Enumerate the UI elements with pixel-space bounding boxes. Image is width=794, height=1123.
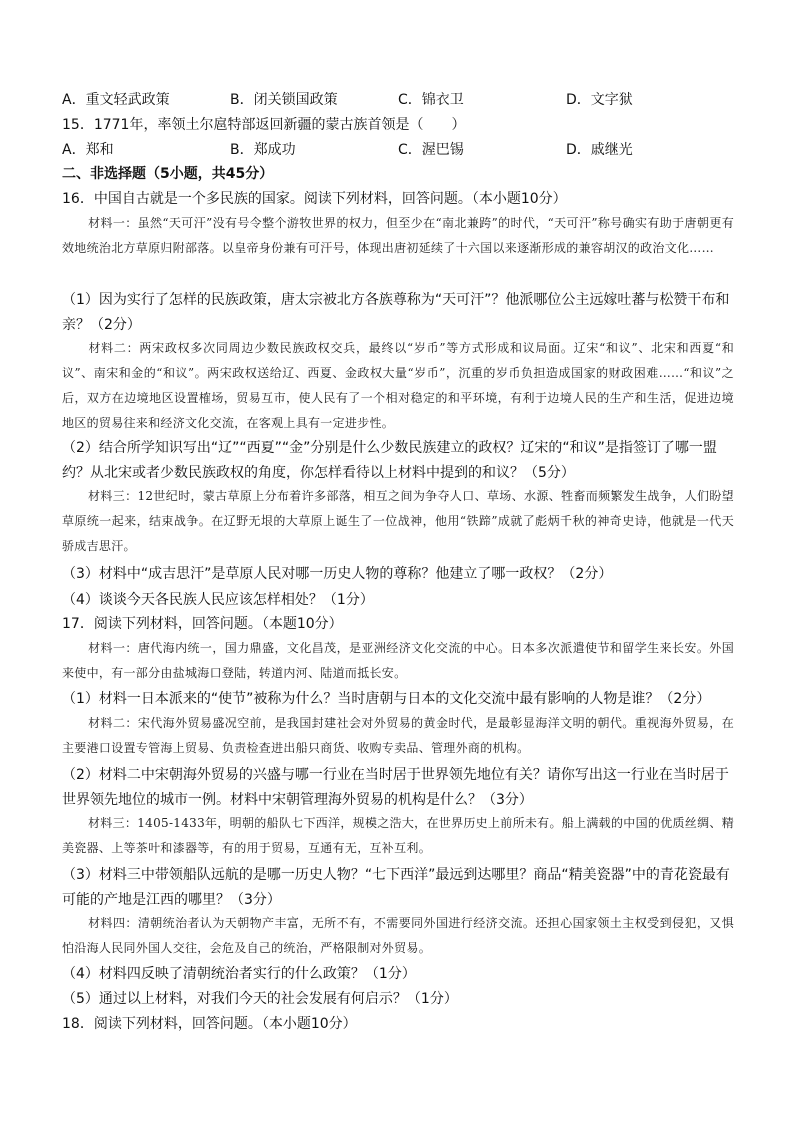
q17-material-3-text: 材料三：1405-1433年，明朝的船队七下西洋，规模之浩大，在世界历史上前所未有。船上满载的中国的优质丝绸、精美瓷器、上等茶叶和漆器等，有的用于贸易，互通有无，互补互利。 — [62, 816, 734, 855]
q14-option-a: A．重文轻武政策 — [62, 92, 170, 108]
q18-stem: 18．阅读下列材料，回答问题。（本小题10分） — [62, 1016, 357, 1032]
q16-subquestion-2: （2）结合所学知识写出“辽”“西夏”“金”分别是什么少数民族建立的政权？辽宋的“和议”是指签订了哪一盟约？从北宋或者少数民族政权的角度，你怎样看待以上材料中提到的和议？（5分） — [62, 440, 717, 481]
q15-stem: 15．1771年，率领土尔扈特部返回新疆的蒙古族首领是（ ） — [62, 117, 466, 133]
q16-material-3 — [62, 484, 734, 559]
q17-stem: 17．阅读下列材料，回答问题。（本题10分） — [62, 616, 343, 632]
q15-option-d: D．戚继光 — [566, 142, 633, 158]
section-heading: 二、非选择题（5小题，共45分） — [62, 166, 274, 182]
q16-material-1-text: 材料一：虽然“天可汗”没有号令整个游牧世界的权力，但至少在“南北兼跨”的时代，“天可汗”称号确实有助于唐朝更有效地统治北方草原归附部落。以皇帝身份兼有可汗号，体现出唐初延续了十六国以来逐渐形成的兼容胡汉的政治文化…… — [62, 216, 734, 255]
q17-subquestion-1: （1）材料一日本派来的“使节”被称为什么？当时唐朝与日本的文化交流中最有影响的人物是谁？（2分） — [62, 691, 711, 707]
q14-option-b: B．闭关锁国政策 — [230, 92, 338, 108]
q17-subquestion-2: （2）材料二中宋朝海外贸易的兴盛与哪一行业在当时居于世界领先地位有关？请你写出这一行业在当时居于世界领先地位的城市一例。材料中宋朝管理海外贸易的机构是什么？（3分） — [62, 767, 729, 808]
q14-option-d: D．文字狱 — [566, 92, 633, 108]
q15-option-b: B．郑成功 — [230, 142, 296, 158]
q14-option-c: C．锦衣卫 — [398, 92, 464, 108]
q15-option-a: A．郑和 — [62, 142, 114, 158]
q17-material-2 — [62, 711, 734, 761]
q17-material-4-text: 材料四：清朝统治者认为天朝物产丰富，无所不有，不需要同外国进行经济交流。还担心国家领土主权受到侵犯，又惧怕沿海人民同外国人交往，会危及自己的统治，严格限制对外贸易。 — [62, 916, 734, 955]
q17-subquestion-3: （3）材料三中带领船队远航的是哪一历史人物？“七下西洋”最远到达哪里？商品“精美瓷器”中的青花瓷最有可能的产地是江西的哪里？（3分） — [62, 867, 730, 908]
q16-stem: 16．中国自古就是一个多民族的国家。阅读下列材料，回答问题。（本小题10分） — [62, 191, 567, 207]
q16-subquestion-4: （4）谈谈今天各民族人民应该怎样相处？（1分） — [62, 592, 374, 608]
q16-material-2 — [62, 336, 734, 436]
q16-material-1 — [62, 211, 734, 261]
q16-material-2-text: 材料二：两宋政权多次同周边少数民族政权交兵，最终以“岁币”等方式形成和议局面。辽宋“和议”、北宋和西夏“和议”、南宋和金的“和议”。两宋政权送给辽、西夏、金政权大量“岁币”，沉重的岁币负担造成国家的财政困难……“和议”之后，双方在边境地区设置榷场，贸易互市，使人民有了一个相对稳定的和平环境，有利于边境人民的生产和生活，促进边境地区的贸易往来和经济文化交流，在客观上具有一定进步性。 — [62, 341, 734, 430]
q17-material-2-text: 材料二：宋代海外贸易盛况空前，是我国封建社会对外贸易的黄金时代，是最彰显海洋文明的朝代。重视海外贸易，在主要港口设置专管海上贸易、负责检查进出船只商货、收购专卖品、管理外商的机构。 — [62, 716, 734, 755]
q17-subquestion-5: （5）通过以上材料，对我们今天的社会发展有何启示？（1分） — [62, 991, 458, 1007]
q17-material-1-text: 材料一：唐代海内统一，国力鼎盛，文化昌茂，是亚洲经济文化交流的中心。日本多次派遣使节和留学生来长安。外国来使中，有一部分由盐城海口登陆，转道内河、陆道而抵长安。 — [62, 641, 734, 680]
q15-option-c: C．渥巴锡 — [398, 142, 464, 158]
q17-subquestion-4: （4）材料四反映了清朝统治者实行的什么政策？（1分） — [62, 966, 416, 982]
q17-material-4 — [62, 911, 734, 961]
q16-subquestion-3: （3）材料中“成吉思汗”是草原人民对哪一历史人物的尊称？他建立了哪一政权？（2分） — [62, 566, 613, 582]
q16-material-3-text: 材料三：12世纪时，蒙古草原上分布着许多部落，相互之间为争夺人口、草场、水源、牲畜而频繁发生战争，人们盼望草原统一起来，结束战争。在辽野无垠的大草原上诞生了一位战神，他用“铁蹄”成就了彪炳千秋的神奇史诗，他就是一代天骄成吉思汗。 — [62, 489, 734, 553]
q17-material-3 — [62, 811, 734, 861]
q16-subquestion-1: （1）因为实行了怎样的民族政策，唐太宗被北方各族尊称为“天可汗”？他派哪位公主远嫁吐蕃与松赞干布和亲？（2分） — [62, 292, 730, 333]
q17-material-1 — [62, 636, 734, 686]
